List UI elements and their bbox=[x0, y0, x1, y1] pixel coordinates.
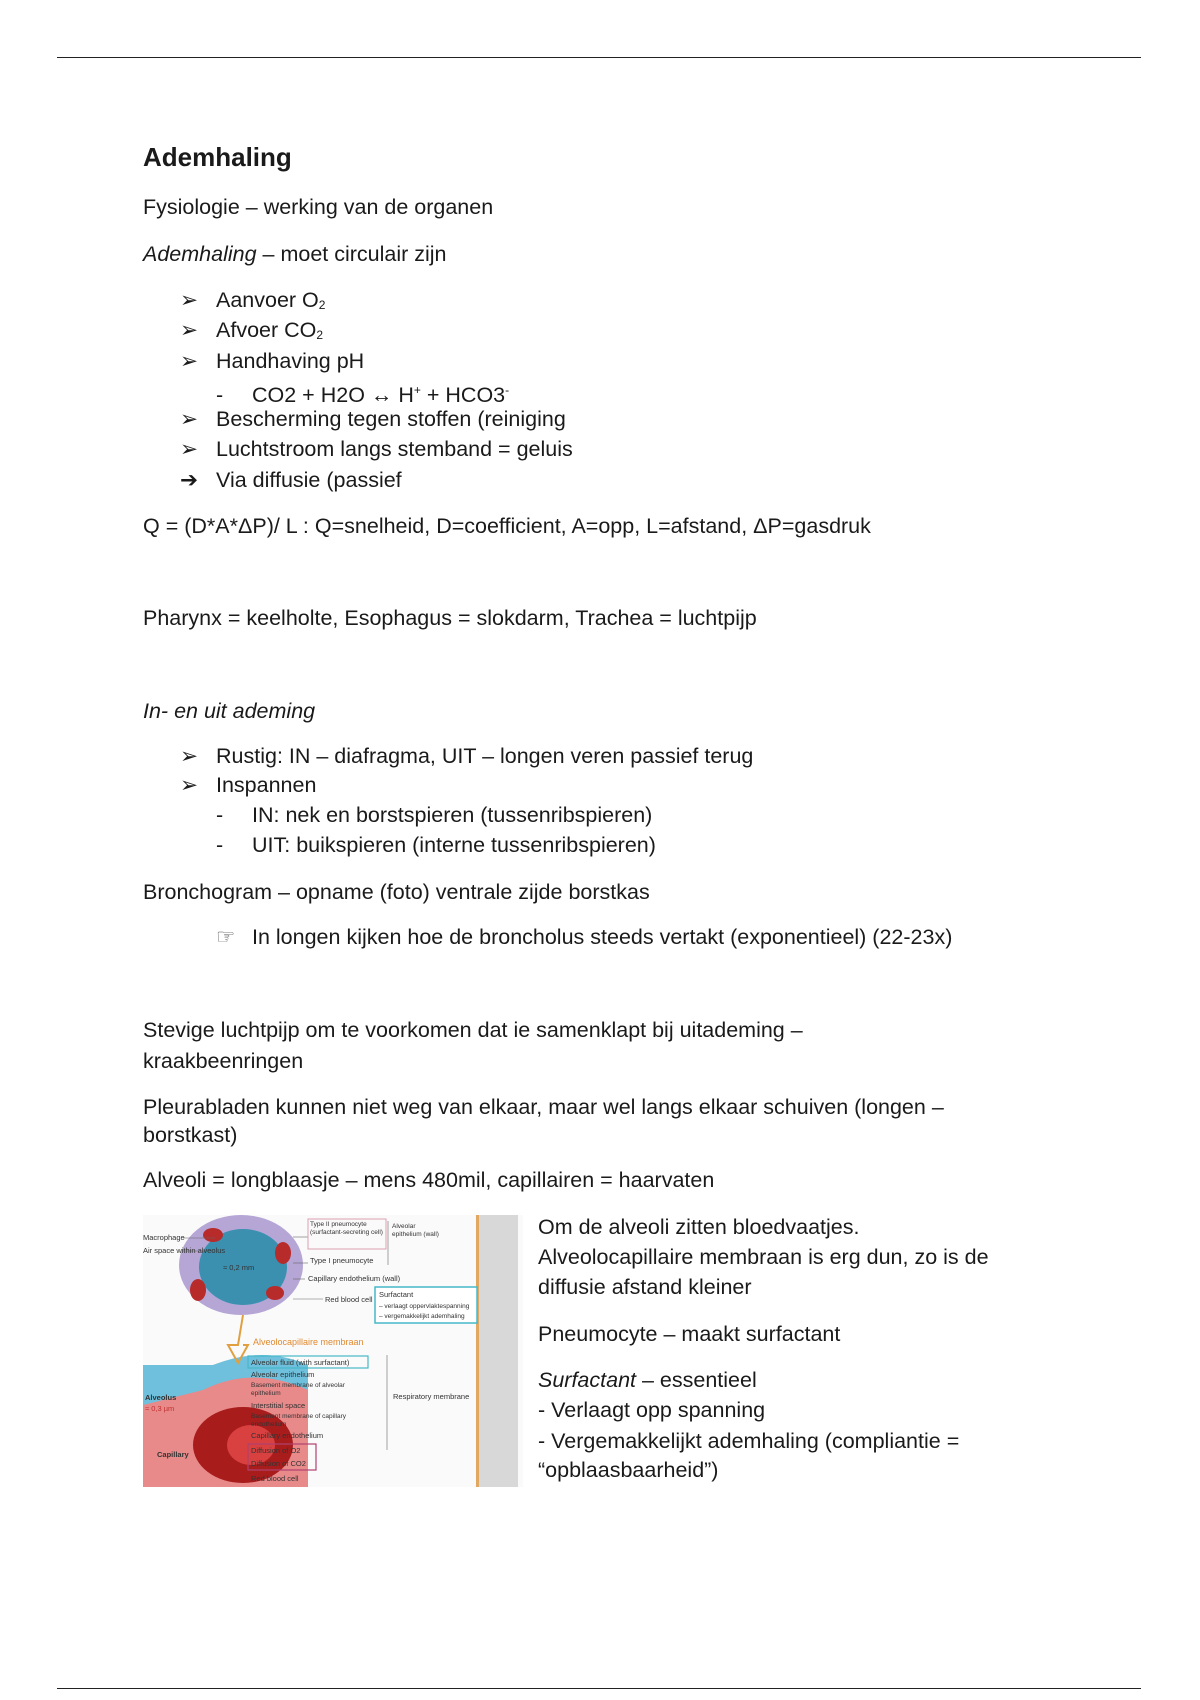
diagram-label: – vergemakkelijkt ademhaling bbox=[379, 1313, 465, 1320]
diagram-label: Surfactant bbox=[379, 1290, 414, 1299]
arrowhead-bullet-icon: ➢ bbox=[180, 407, 199, 431]
sub-item bbox=[216, 801, 652, 829]
diagram-label: Red blood cell bbox=[251, 1474, 299, 1483]
diagram-label: – verlaagt oppervlaktespanning bbox=[379, 1303, 470, 1310]
diagram-label: Alveolar epithelium (wall) bbox=[392, 1223, 439, 1238]
diagram-label: Diffusion of O2 bbox=[251, 1446, 301, 1455]
diagram-label: ≈ 0,2 mm bbox=[223, 1263, 255, 1272]
subscript: 2 bbox=[318, 298, 326, 312]
text: Afvoer CO bbox=[216, 318, 317, 342]
arrowhead-bullet-icon: ➢ bbox=[180, 288, 199, 312]
bullet-item bbox=[180, 286, 325, 319]
paragraph-line bbox=[538, 1366, 757, 1394]
text: CO2 + H2O ↔ H bbox=[252, 383, 414, 408]
bullet-item bbox=[180, 435, 573, 463]
dash-bullet: - bbox=[216, 803, 224, 827]
paragraph-line: Stevige luchtpijp om te voorkomen dat ie samenklapt bij uitademing – bbox=[143, 1018, 803, 1042]
paragraph-line: Pneumocyte – maakt surfactant bbox=[538, 1322, 841, 1346]
paragraph-line: Alveoli = longblaasje – mens 480mil, capillairen = haarvaten bbox=[143, 1168, 715, 1192]
paragraph-line: kraakbeenringen bbox=[143, 1049, 304, 1073]
bullet-item bbox=[180, 742, 753, 770]
sub-item bbox=[216, 923, 952, 951]
diagram-label: Alveolar fluid (with surfactant) bbox=[251, 1358, 350, 1367]
text: Bescherming tegen stoffen (reiniging bbox=[216, 407, 566, 431]
superscript: + bbox=[413, 383, 421, 397]
arrowhead-bullet-icon: ➢ bbox=[180, 318, 199, 342]
bronchogram-line: Bronchogram – opname (foto) ventrale zijde borstkas bbox=[143, 880, 650, 904]
intro-text: Fysiologie – werking van de organen bbox=[143, 195, 494, 219]
diagram-label: Interstitial space bbox=[251, 1401, 306, 1410]
diagram-label: Red blood cell bbox=[325, 1295, 373, 1304]
arrow-right-icon: ➔ bbox=[180, 468, 199, 492]
subscript: 2 bbox=[316, 328, 324, 342]
text: – essentieel bbox=[636, 1368, 757, 1392]
diagram-label: Type II pneumocyte (surfactant-secreting cell) bbox=[310, 1221, 383, 1236]
text: Inspannen bbox=[216, 773, 317, 797]
diagram-label: Alveolar epithelium bbox=[251, 1370, 315, 1379]
superscript: - bbox=[505, 383, 510, 397]
diagram-label: Basement membrane of capillary endothelium bbox=[251, 1413, 347, 1428]
diagram-label: Capillary bbox=[157, 1450, 189, 1459]
text: UIT: buikspieren (interne tussenribspieren) bbox=[252, 833, 656, 857]
text: Aanvoer O bbox=[216, 288, 319, 312]
text: IN: nek en borstspieren (tussenribspieren) bbox=[252, 803, 653, 827]
text: + HCO3 bbox=[420, 383, 506, 408]
alveolus-diagram bbox=[143, 1215, 523, 1487]
paragraph-line: Pleurabladen kunnen niet weg van elkaar, maar wel langs elkaar schuiven (longen – bbox=[143, 1095, 944, 1119]
paragraph-line: diffusie afstand kleiner bbox=[538, 1275, 752, 1299]
arrowhead-bullet-icon: ➢ bbox=[180, 437, 199, 461]
diagram-label: Air space within alveolus bbox=[143, 1246, 226, 1255]
bullet-item bbox=[180, 771, 316, 799]
term: Ademhaling bbox=[143, 242, 257, 266]
dash-bullet: - bbox=[216, 383, 224, 408]
paragraph-line: - Verlaagt opp spanning bbox=[538, 1398, 766, 1422]
text: Via diffusie (passief bbox=[216, 468, 402, 492]
dash-bullet: - bbox=[216, 833, 224, 857]
top-rule bbox=[57, 57, 1141, 58]
ademhaling-line bbox=[143, 240, 447, 268]
diagram-label: Basement membrane of alveolar epithelium bbox=[251, 1382, 345, 1397]
arrow-item bbox=[180, 466, 402, 494]
bullet-item bbox=[180, 316, 323, 349]
paragraph-line: Alveolocapillaire membraan is erg dun, zo is de bbox=[538, 1245, 989, 1269]
text: Handhaving pH bbox=[216, 349, 365, 373]
text: Rustig: IN – diafragma, UIT – longen veren passief terug bbox=[216, 744, 754, 768]
diagram-label: Respiratory membrane bbox=[393, 1392, 470, 1401]
hand-pointer-icon: ☞ bbox=[216, 925, 236, 949]
text: Luchtstroom langs stemband = geluis bbox=[216, 437, 573, 461]
term: Surfactant bbox=[538, 1368, 636, 1392]
paragraph-line: - Vergemakkelijkt ademhaling (compliantie = bbox=[538, 1429, 960, 1453]
side-panel bbox=[478, 1215, 518, 1487]
bottom-rule bbox=[57, 1688, 1141, 1689]
paragraph-line: borstkast) bbox=[143, 1123, 238, 1147]
bullet-item bbox=[180, 347, 364, 375]
orange-border bbox=[476, 1215, 479, 1487]
paragraph-line: “opblaasbaarheid”) bbox=[538, 1458, 719, 1482]
formula: Q = (D*A*ΔP)/ L : Q=snelheid, D=coefficient, A=opp, L=afstand, ΔP=gasdruk bbox=[143, 514, 871, 538]
diagram-label: Alveolus bbox=[145, 1393, 177, 1402]
arrowhead-bullet-icon: ➢ bbox=[180, 349, 199, 373]
arrowhead-bullet-icon: ➢ bbox=[180, 773, 199, 797]
diagram-label: ≈ 0,3 µm bbox=[145, 1404, 175, 1413]
diagram-label: Alveolocapillaire membraan bbox=[253, 1337, 364, 1347]
paragraph-line: Om de alveoli zitten bloedvaatjes. bbox=[538, 1215, 860, 1239]
diagram-label: Capillary endothelium (wall) bbox=[308, 1274, 401, 1283]
pharynx-line: Pharynx = keelholte, Esophagus = slokdarm, Trachea = luchtpijp bbox=[143, 606, 757, 630]
diagram-label: Type I pneumocyte bbox=[310, 1256, 374, 1265]
diagram-label: Diffusion of CO2 bbox=[251, 1459, 306, 1468]
text: – moet circulair zijn bbox=[256, 242, 447, 266]
bullet-item bbox=[180, 405, 566, 433]
page-title: Ademhaling bbox=[143, 142, 292, 172]
section-heading: In- en uit ademing bbox=[143, 699, 316, 723]
sub-item bbox=[216, 831, 656, 859]
arrowhead-bullet-icon: ➢ bbox=[180, 744, 199, 768]
diagram-label: Macrophage bbox=[143, 1233, 185, 1242]
diagram-label: Capillary endothelium bbox=[251, 1431, 324, 1440]
text: In longen kijken hoe de broncholus steeds vertakt (exponentieel) (22-23x) bbox=[252, 925, 953, 949]
